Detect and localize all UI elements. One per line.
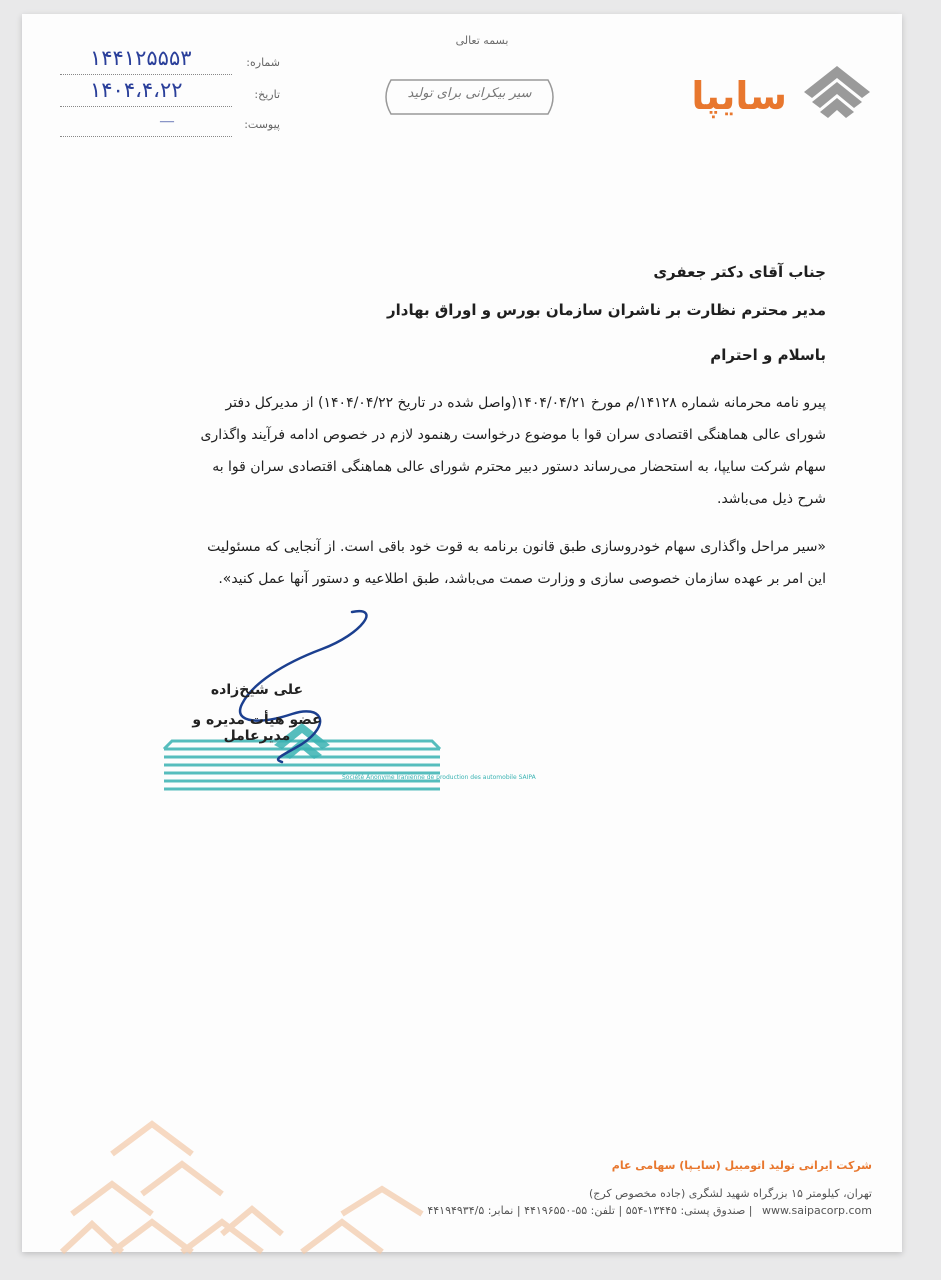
saipa-logo-icon [802, 64, 872, 126]
paragraph-line: «سیر مراحل واگذاری سهام خودروسازی طبق قانون برنامه به قوت خود باقی است. از آنجایی که مسئولیت [207, 539, 826, 555]
recipient-title: مدیر محترم نظارت بر ناشران سازمان بورس و اوراق بهادار [386, 301, 826, 319]
paragraph-1 [66, 387, 826, 515]
footer-pattern [52, 1094, 432, 1252]
date-value: ۱۴۰۴،۴،۲۲ [90, 78, 183, 102]
letter-page [22, 14, 902, 1252]
attachment-label: پیوست: [244, 118, 280, 131]
recipient-name: جناب آقای دکتر جعفری [653, 263, 826, 281]
greeting: باسلام و احترام [710, 346, 826, 364]
footer-website[interactable]: www.saipacorp.com [762, 1204, 872, 1217]
attachment-value: — [160, 114, 176, 129]
paragraph-line: این امر بر عهده سازمان خصوصی سازی و وزارت صمت می‌باشد، طبق اطلاعیه و دستور آنها عمل کنید». [218, 571, 826, 587]
date-field [60, 78, 280, 110]
paragraph-2 [66, 531, 826, 595]
number-field [60, 46, 280, 78]
paragraph-line: پیرو نامه محرمانه شماره ۱۴۱۲۸/م مورخ ۱۴۰۴/۰۴/۲۱(واصل شده در تاریخ ۱۴۰۴/۰۴/۲۲) از مدیرکل دفتر [225, 395, 826, 411]
footer-contact [372, 1204, 872, 1217]
paragraph-line: شورای عالی هماهنگی اقتصادی سران قوا با موضوع درخواست رهنمود لازم در خصوص ادامه فرآیند واگذاری [200, 427, 826, 443]
number-value: ۱۴۴۱۲۵۵۵۳ [90, 46, 192, 70]
signer-title: عضو هیأت مدیره و مدیرعامل [192, 712, 322, 744]
signer-name: علی شیخ‌زاده [210, 682, 304, 698]
number-label: شماره: [246, 56, 280, 69]
stamp-text: Société Anonyme Iranienne de production des automobile SAIPA [342, 774, 536, 781]
paragraph-line: سهام شرکت سایپا، به استحضار می‌رساند دستور دبیر محترم شورای عالی هماهنگی اقتصادی سران قوا به [212, 459, 826, 475]
date-label: تاریخ: [254, 88, 280, 101]
motto-text: سیر بیکرانی برای تولید [407, 86, 532, 101]
logo-text: سایپا [691, 74, 787, 118]
footer-address: تهران، کیلومتر ۱۵ بزرگراه شهید لشگری (جاده مخصوص کرج) [588, 1187, 872, 1200]
footer-contact-text: صندوق پستی: ۱۳۴۴۵-۵۵۴ | تلفن: ۵۵-۴۴۱۹۶۵۵۰ | نمابر: ۴۴۱۹۴۹۳۴/۵ | [427, 1204, 753, 1217]
footer-company: شرکت ایرانی تولید اتومبیل (سایـپا) سهامی عام [611, 1159, 872, 1172]
bismillah: بسمه تعالی [455, 34, 509, 47]
paragraph-line: شرح ذیل می‌باشد. [717, 491, 826, 507]
attachment-field [60, 114, 280, 140]
